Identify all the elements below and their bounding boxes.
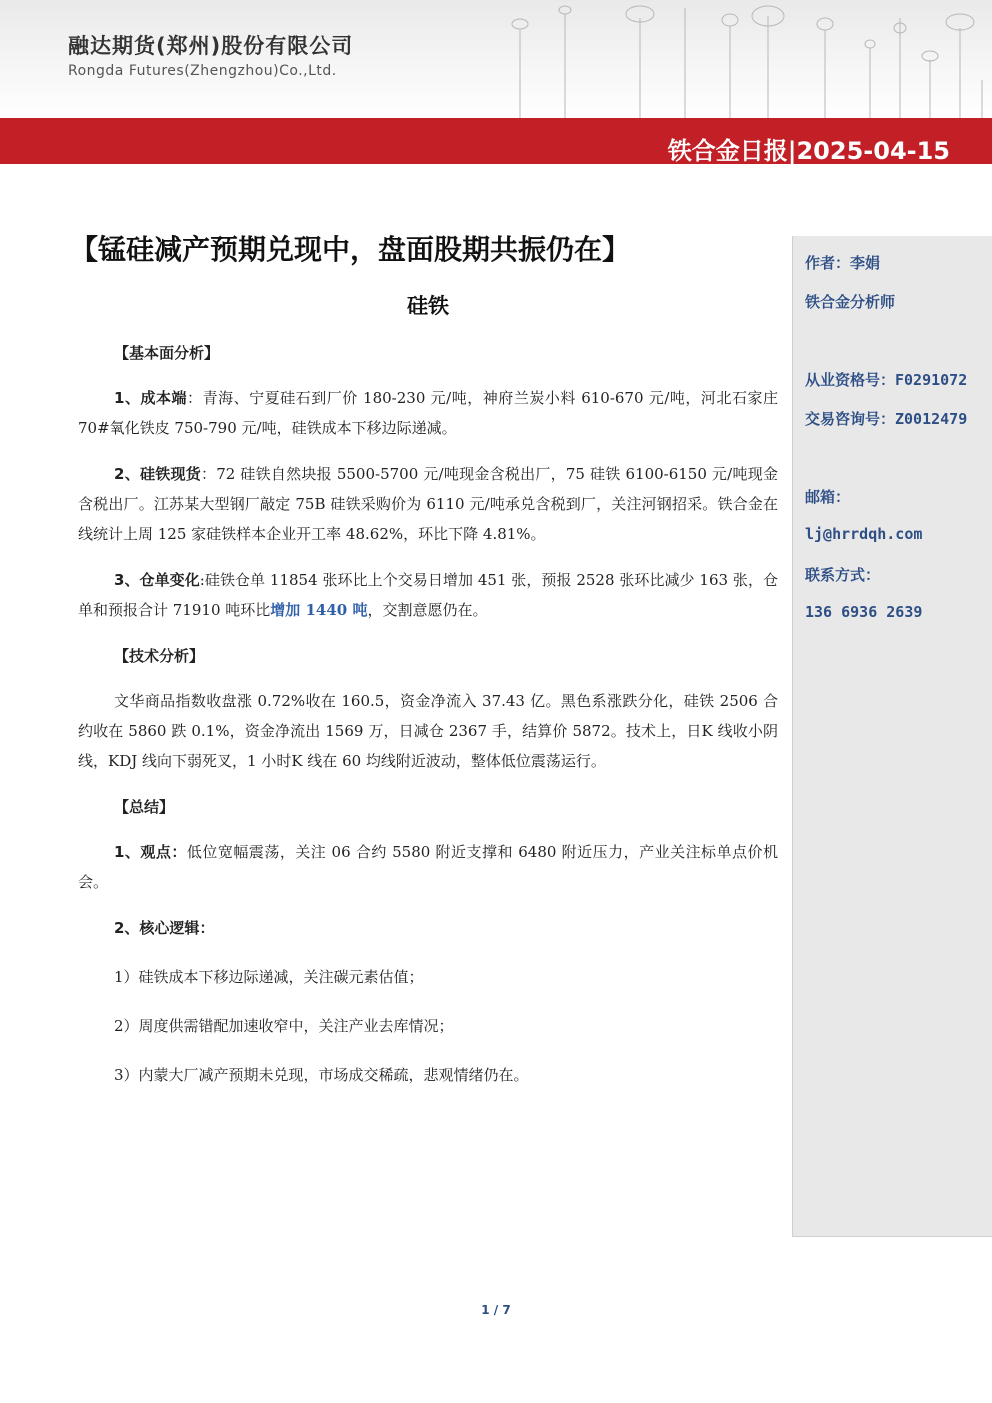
warrant-paragraph: [78, 565, 778, 625]
consult-number: 交易咨询号：Z0012479: [805, 410, 968, 428]
warrant-text-a: :硅铁仓单 11854 张环比上个交易日增加 451 张，预报 2528 张环比减少 163 张，仓单和预报合计 71910 吨环比: [78, 571, 778, 619]
email-label: 邮箱：: [805, 488, 851, 506]
view-paragraph: [78, 837, 778, 897]
header-decoration-graphic: [430, 0, 992, 118]
author-name: 作者：李娟: [805, 254, 881, 272]
technical-heading: 【技术分析】: [114, 647, 205, 665]
contact-label: 联系方式：: [805, 566, 881, 584]
spot-paragraph: [78, 459, 778, 549]
phone-number: 136 6936 2639: [805, 603, 923, 621]
logic-item: 3）内蒙大厂减产预期未兑现，市场成交稀疏，悲观情绪仍在。: [114, 1066, 529, 1084]
cost-paragraph: [78, 383, 778, 443]
view-text: 低位宽幅震荡，关注 06 合约 5580 附近支撑和 6480 附近压力，产业关注标单点价机会。: [78, 843, 779, 891]
email-link[interactable]: lj@hrrdqh.com: [805, 525, 923, 543]
qualification-number: 从业资格号：F0291072: [805, 371, 968, 389]
logic-item: 2）周度供需错配加速收窄中，关注产业去库情况；: [114, 1017, 454, 1035]
cost-text: ：青海、宁夏硅石到厂价 180-230 元/吨，神府兰炭小料 610-670 元/吨，河北石家庄 70#氧化铁皮 750-790 元/吨，硅铁成本下移边际递减。: [78, 389, 779, 437]
author-role: 铁合金分析师: [805, 293, 896, 311]
fundamentals-heading: 【基本面分析】: [114, 344, 220, 362]
logic-lead: 2、核心逻辑：: [114, 919, 215, 937]
summary-heading: 【总结】: [114, 798, 175, 816]
spot-text: ：72 硅铁自然块报 5500-5700 元/吨现金含税出厂，75 硅铁 6100-6150 元/吨现金含税出厂。江苏某大型钢厂敲定 75B 硅铁采购价为 6110 元/吨承兑含税到厂，关注河钢招采。铁合金在线统计上周 125 家硅铁样本企业开工率 48.62%，环比下降 4.81%。: [78, 465, 778, 543]
company-name-en: Rongda Futures(Zhengzhou)Co.,Ltd.: [68, 63, 337, 79]
warrant-text-b: ，交割意愿仍在。: [367, 601, 488, 619]
spot-lead: 2、硅铁现货: [114, 465, 201, 483]
page-number: 1 / 7: [481, 1303, 511, 1317]
view-lead: 1、观点：: [114, 843, 187, 861]
article-title: 【锰硅减产预期兑现中，盘面股期共振仍在】: [70, 233, 631, 266]
cost-lead: 1、成本端: [114, 389, 188, 407]
article-body: [78, 338, 778, 1109]
warrant-lead: 3、仓单变化: [114, 571, 200, 589]
report-title: 铁合金日报|2025-04-15: [667, 137, 950, 165]
technical-paragraph: 文华商品指数收盘涨 0.72%收在 160.5，资金净流入 37.43 亿。黑色系涨跌分化，硅铁 2506 合约收在 5860 跌 0.1%，资金净流出 1569 万，日减仓 2367 手，结算价 5872。技术上，日K 线收小阴线，KDJ 线向下弱死叉，1 小时K 线在 60 均线附近波动，整体低位震荡运行。: [78, 692, 778, 770]
company-name-cn: 融达期货(郑州)股份有限公司: [68, 34, 354, 58]
warrant-highlight: 增加 1440 吨: [270, 601, 368, 619]
article-subtitle: 硅铁: [407, 294, 449, 318]
logic-item: 1）硅铁成本下移边际递减，关注碳元素估值；: [114, 968, 424, 986]
